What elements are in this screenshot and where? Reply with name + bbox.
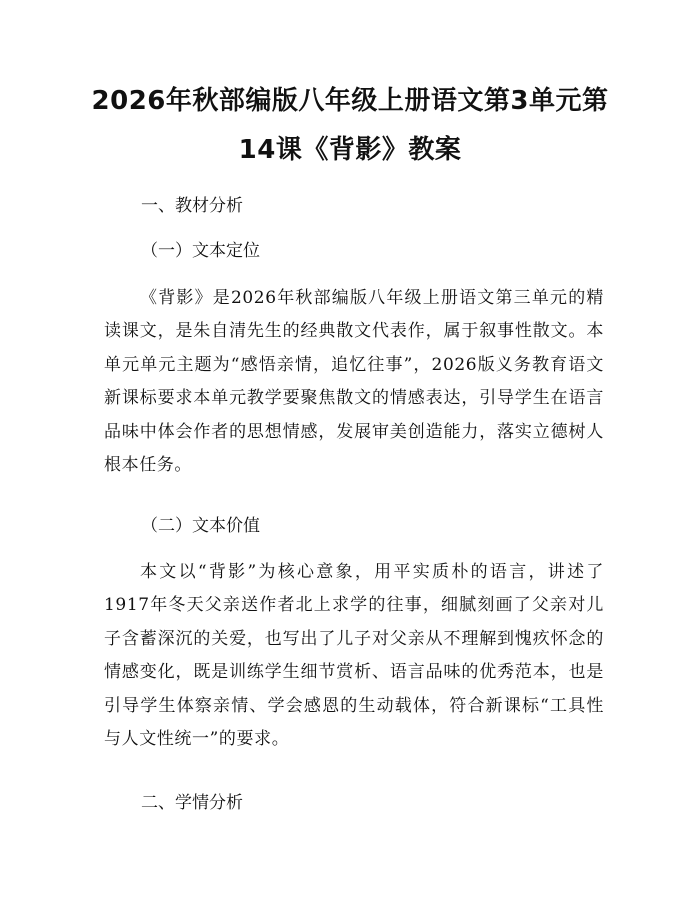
paragraph-text-value: 本文以“背影”为核心意象，用平实质朴的语言，讲述了1917年冬天父亲送作者北上求学的往事，细腻刻画了父亲对儿子含蓄深沉的关爱，也写出了儿子对父亲从不理解到愧疚怀念的情感变化，既是训练学生细节赏析、语言品味的优秀范本，也是引导学生体察亲情、学会感恩的生动载体，符合新课标“工具性与人文性统一”的要求。 (104, 562, 604, 750)
subsection-heading-text-value: （二）文本价值 (141, 516, 260, 536)
subsection-heading-text-positioning: （一）文本定位 (141, 241, 260, 261)
document-title-line-1: 2026年秋部编版八年级上册语文第3单元第 (91, 86, 609, 116)
document-title-line-2: 14课《背影》教案 (238, 135, 462, 165)
paragraph-text-positioning: 《背影》是2026年秋部编版八年级上册语文第三单元的精读课文，是朱自清先生的经典散文代表作，属于叙事性散文。本单元单元主题为“感悟亲情，追忆往事”，2026版义务教育语文新课标要求本单元教学要聚焦散文的情感表达，引导学生在语言品味中体会作者的思想情感，发展审美创造能力，落实立德树人根本任务。 (104, 288, 604, 476)
section-heading-textbook-analysis: 一、教材分析 (141, 196, 243, 216)
section-heading-student-analysis: 二、学情分析 (141, 793, 243, 813)
